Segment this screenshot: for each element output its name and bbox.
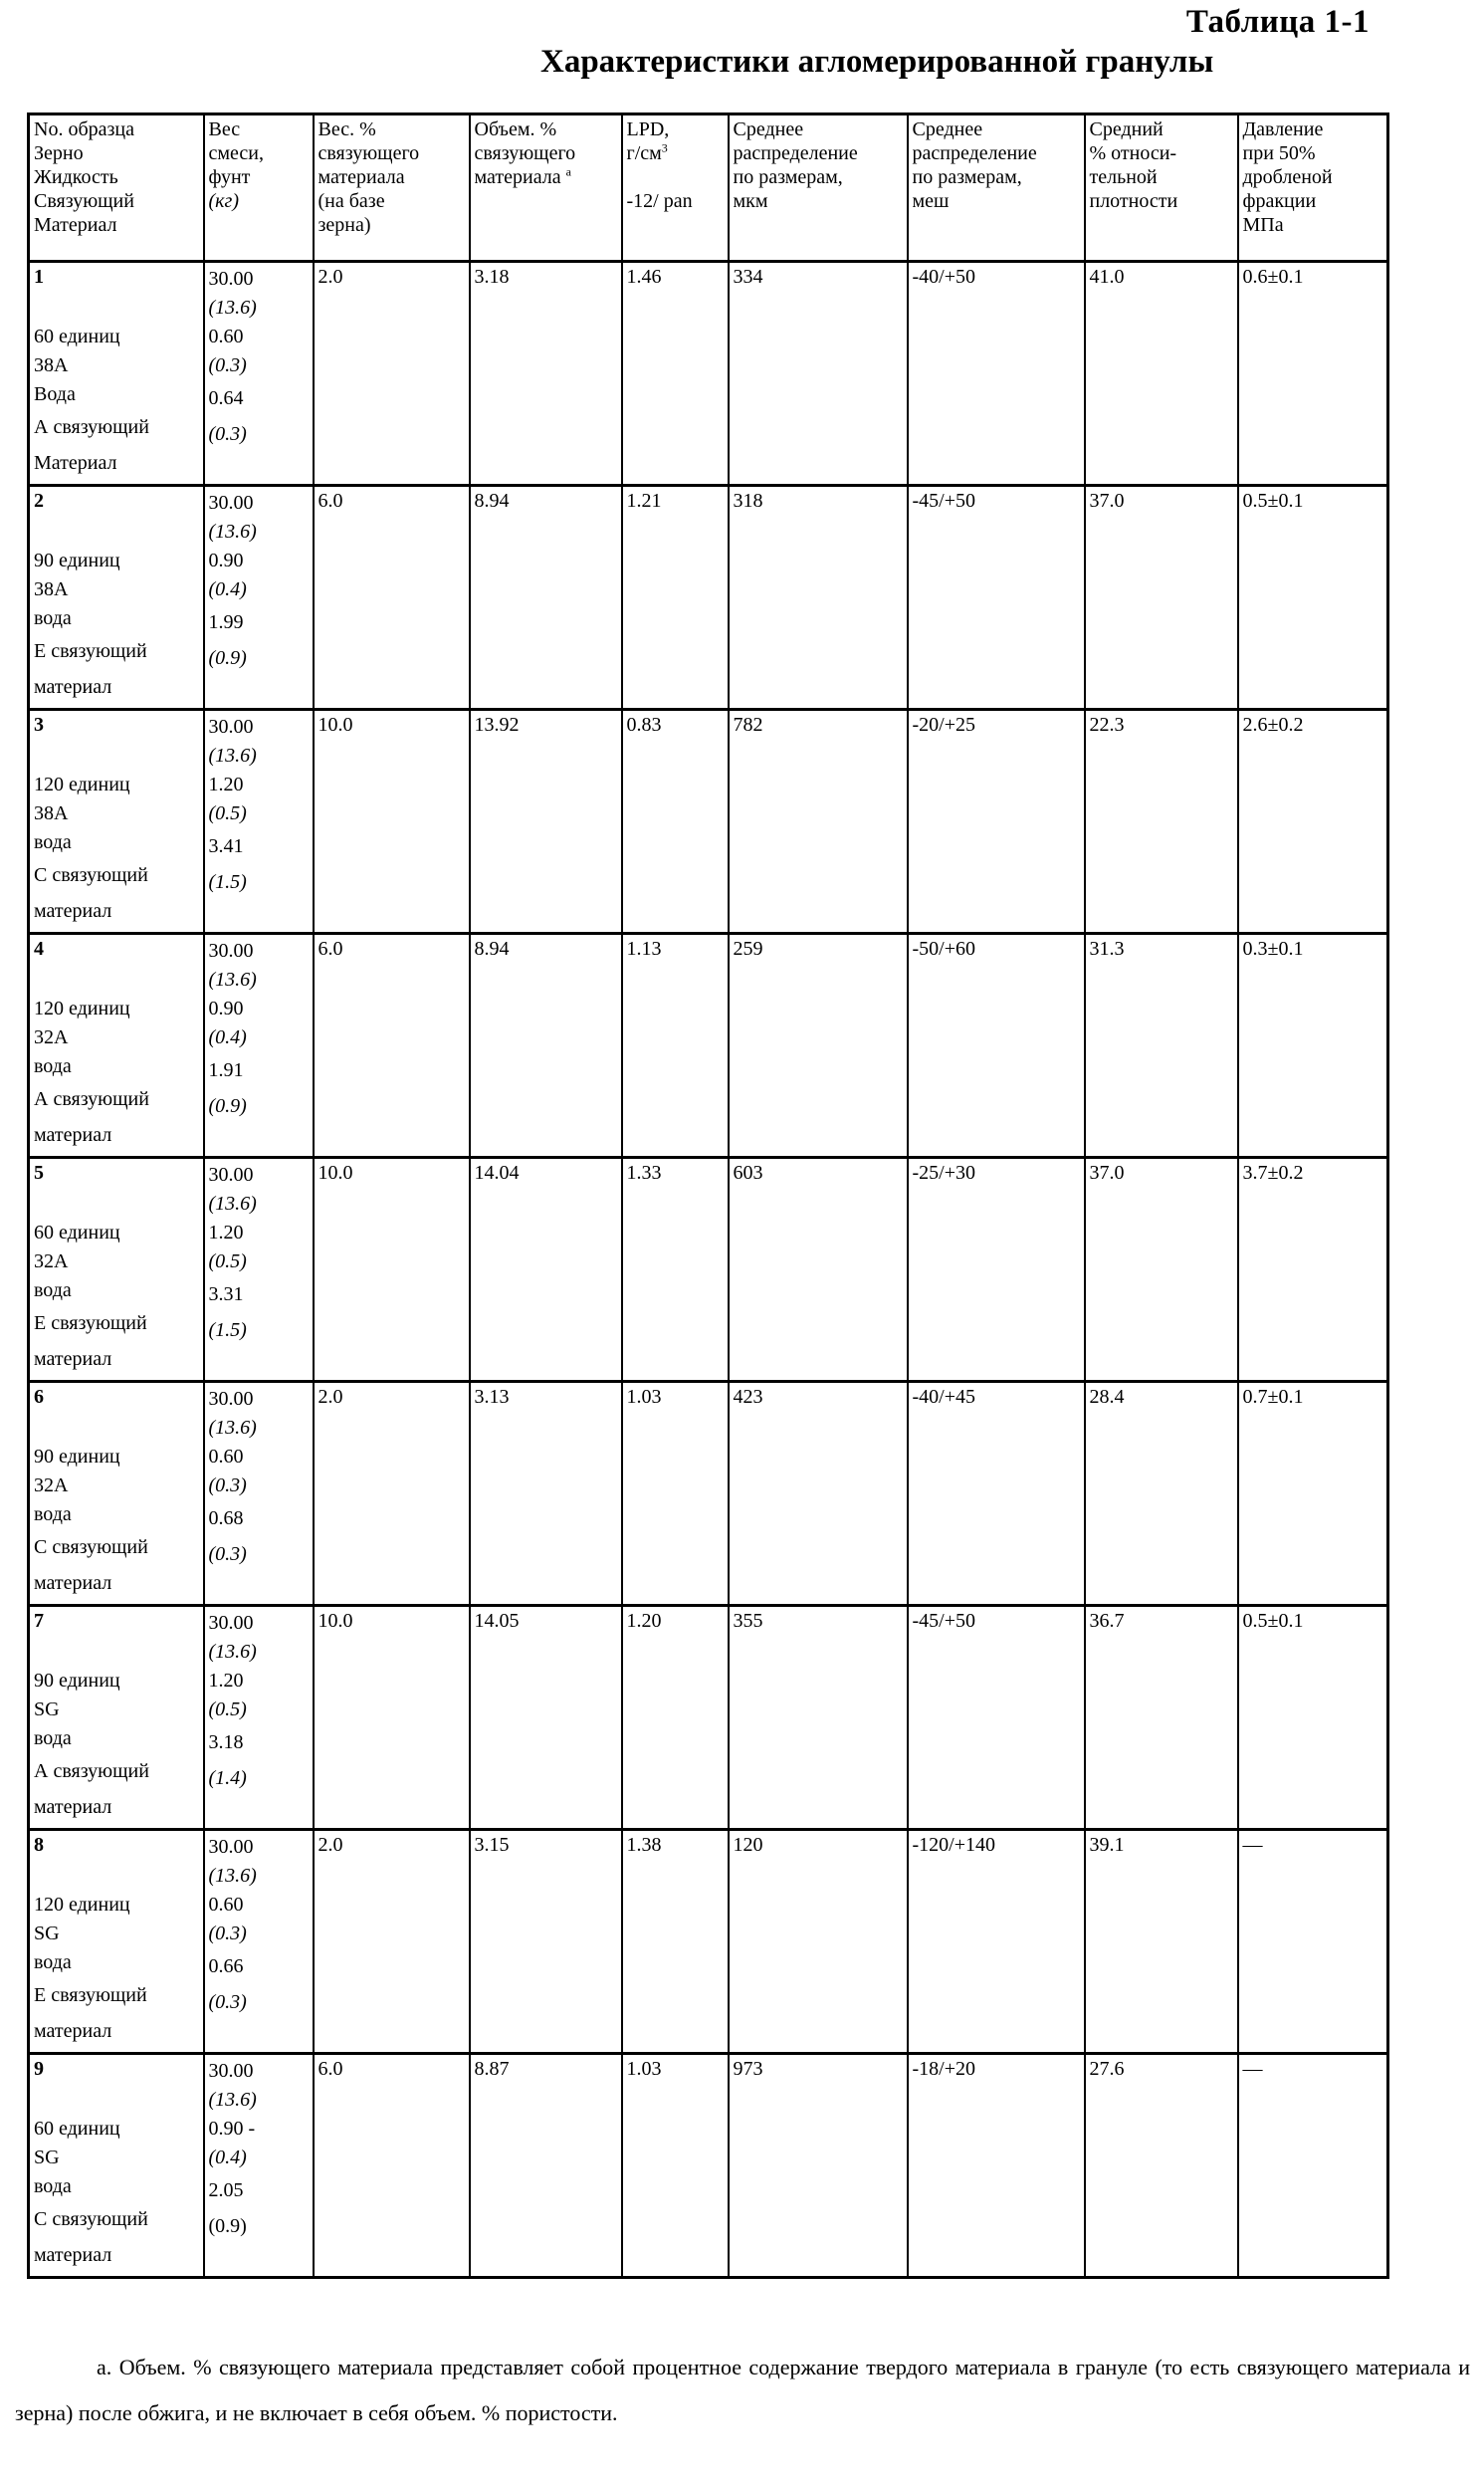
binder-type: С связующий — [34, 857, 199, 893]
binder-wt-pct-cell: 2.0 — [314, 1382, 470, 1606]
grain-weight-lb: 30.00 — [209, 1385, 309, 1414]
sample-cell — [29, 1382, 204, 1606]
binder-material-label: материал — [34, 1341, 199, 1377]
grain-weight-lb: 30.00 — [209, 937, 309, 966]
crush-pressure-cell: 3.7±0.2 — [1238, 1158, 1388, 1382]
binder-material-label: Материал — [34, 445, 199, 481]
table-row-sample-9 — [29, 2054, 1388, 2278]
binder-vol-pct-cell: 8.87 — [470, 2054, 622, 2278]
size-mesh-cell: -50/+60 — [908, 934, 1085, 1158]
binder-type: А связующий — [34, 1081, 199, 1117]
binder-weight-kg: (1.5) — [209, 864, 309, 900]
rel-density-cell: 39.1 — [1085, 1830, 1238, 2054]
rel-density-cell: 37.0 — [1085, 1158, 1238, 1382]
liquid: вода — [34, 1052, 199, 1081]
grain-grit: 90 единиц — [34, 1443, 199, 1471]
crush-pressure-cell: 0.5±0.1 — [1238, 1606, 1388, 1830]
liquid: вода — [34, 2172, 199, 2201]
footnote: а. Объем. % связующего материала представляет собой процентное содержание твердого материала в грануле (то есть связующего материала и зерна) после обжига, и не включает в себя объем. % пористости. — [15, 2345, 1470, 2436]
liquid-weight-kg: (0.3) — [209, 1920, 309, 1948]
crush-pressure-cell: 0.5±0.1 — [1238, 486, 1388, 710]
binder-vol-pct-cell: 8.94 — [470, 934, 622, 1158]
grain-weight-kg: (13.6) — [209, 1190, 309, 1219]
crush-pressure-cell: 2.6±0.2 — [1238, 710, 1388, 934]
grain-grit: 90 единиц — [34, 547, 199, 575]
binder-type: Е связующий — [34, 1977, 199, 2013]
binder-wt-pct-cell: 6.0 — [314, 486, 470, 710]
size-mesh-cell: -45/+50 — [908, 1606, 1085, 1830]
liquid-weight-kg: (0.5) — [209, 1696, 309, 1724]
grain-weight-kg: (13.6) — [209, 1414, 309, 1443]
binder-vol-pct-cell: 14.04 — [470, 1158, 622, 1382]
grain-type: 32A — [34, 1247, 199, 1276]
size-mesh-cell: -120/+140 — [908, 1830, 1085, 2054]
sample-number: 6 — [34, 1385, 199, 1413]
table-title: Характеристики агломерированной гранулы — [540, 44, 1213, 81]
liquid-weight-lb: 1.20 — [209, 1667, 309, 1696]
binder-weight-lb: 2.05 — [209, 2172, 309, 2208]
grain-weight-kg: (13.6) — [209, 966, 309, 995]
rel-density-cell: 36.7 — [1085, 1606, 1238, 1830]
binder-weight-lb: 3.31 — [209, 1276, 309, 1312]
header-row — [29, 114, 1388, 262]
binder-vol-pct-cell: 14.05 — [470, 1606, 622, 1830]
grain-weight-kg: (13.6) — [209, 1862, 309, 1891]
binder-material-label: материал — [34, 1117, 199, 1153]
grain-type: SG — [34, 2144, 199, 2172]
table-row-sample-8 — [29, 1830, 1388, 2054]
lpd-cell: 1.38 — [622, 1830, 729, 2054]
liquid-weight-lb: 0.90 - — [209, 2115, 309, 2144]
binder-wt-pct-cell: 2.0 — [314, 262, 470, 486]
col-header-rel-density: Средний % относи- тельной плотности — [1085, 114, 1238, 262]
size-mesh-cell: -20/+25 — [908, 710, 1085, 934]
rel-density-cell: 37.0 — [1085, 486, 1238, 710]
size-um-cell: 334 — [729, 262, 908, 486]
binder-weight-lb: 3.41 — [209, 828, 309, 864]
sample-number: 8 — [34, 1833, 199, 1861]
binder-weight-kg: (1.4) — [209, 1760, 309, 1796]
col-header-sample: No. образца Зерно Жидкость Связующий Материал — [29, 114, 204, 262]
size-um-cell: 259 — [729, 934, 908, 1158]
col-header-binder-vol-pct: Объем. % связующего материала a — [470, 114, 622, 262]
liquid-weight-lb: 0.60 — [209, 1443, 309, 1471]
table-row-sample-2 — [29, 486, 1388, 710]
lpd-cell: 0.83 — [622, 710, 729, 934]
binder-wt-pct-cell: 6.0 — [314, 2054, 470, 2278]
crush-pressure-cell: — — [1238, 2054, 1388, 2278]
sample-cell — [29, 1606, 204, 1830]
binder-weight-kg: (0.9) — [209, 640, 309, 676]
grain-type: 38A — [34, 799, 199, 828]
lpd-cell: 1.46 — [622, 262, 729, 486]
footnote-marker: a — [566, 164, 571, 178]
crush-pressure-cell: 0.7±0.1 — [1238, 1382, 1388, 1606]
mix-weight-cell — [204, 1382, 314, 1606]
crush-pressure-cell: 0.6±0.1 — [1238, 262, 1388, 486]
binder-weight-kg: (0.3) — [209, 416, 309, 452]
binder-weight-kg: (0.3) — [209, 1536, 309, 1572]
lpd-cell: 1.03 — [622, 2054, 729, 2278]
size-um-cell: 973 — [729, 2054, 908, 2278]
grain-grit: 60 единиц — [34, 1219, 199, 1247]
binder-weight-lb: 3.18 — [209, 1724, 309, 1760]
rel-density-cell: 31.3 — [1085, 934, 1238, 1158]
table-row-sample-4 — [29, 934, 1388, 1158]
liquid-weight-kg: (0.5) — [209, 1247, 309, 1276]
grain-weight-kg: (13.6) — [209, 294, 309, 323]
grain-grit: 60 единиц — [34, 323, 199, 351]
mix-weight-cell — [204, 1158, 314, 1382]
binder-material-label: материал — [34, 669, 199, 705]
liquid: вода — [34, 1276, 199, 1305]
sample-cell — [29, 2054, 204, 2278]
sample-number: 1 — [34, 265, 199, 293]
binder-weight-lb: 1.91 — [209, 1052, 309, 1088]
liquid: вода — [34, 828, 199, 857]
binder-type: А связующий — [34, 1753, 199, 1789]
binder-type: С связующий — [34, 2201, 199, 2237]
liquid: вода — [34, 604, 199, 633]
size-um-cell: 318 — [729, 486, 908, 710]
grain-weight-kg: (13.6) — [209, 742, 309, 771]
binder-wt-pct-cell: 2.0 — [314, 1830, 470, 2054]
sample-number: 3 — [34, 713, 199, 741]
binder-material-label: материал — [34, 1789, 199, 1825]
table-row-sample-1 — [29, 262, 1388, 486]
mix-weight-cell — [204, 710, 314, 934]
size-mesh-cell: -40/+45 — [908, 1382, 1085, 1606]
binder-vol-pct-cell: 13.92 — [470, 710, 622, 934]
size-mesh-cell: -25/+30 — [908, 1158, 1085, 1382]
grain-weight-lb: 30.00 — [209, 2057, 309, 2086]
crush-pressure-cell: — — [1238, 1830, 1388, 2054]
liquid: вода — [34, 1948, 199, 1977]
mix-weight-cell — [204, 2054, 314, 2278]
binder-wt-pct-cell: 10.0 — [314, 1158, 470, 1382]
binder-vol-pct-cell: 8.94 — [470, 486, 622, 710]
liquid-weight-kg: (0.4) — [209, 575, 309, 604]
sample-number: 5 — [34, 1161, 199, 1189]
grain-grit: 120 единиц — [34, 771, 199, 799]
mix-weight-cell — [204, 486, 314, 710]
grain-grit: 120 единиц — [34, 1891, 199, 1920]
liquid-weight-lb: 0.90 — [209, 547, 309, 575]
size-um-cell: 355 — [729, 1606, 908, 1830]
mix-weight-cell — [204, 1606, 314, 1830]
binder-type: А связующий — [34, 409, 199, 445]
grain-grit: 90 единиц — [34, 1667, 199, 1696]
grain-type: SG — [34, 1696, 199, 1724]
liquid: вода — [34, 1724, 199, 1753]
size-um-cell: 120 — [729, 1830, 908, 2054]
sample-number: 7 — [34, 1609, 199, 1637]
liquid-weight-kg: (0.4) — [209, 1023, 309, 1052]
binder-vol-pct-cell: 3.13 — [470, 1382, 622, 1606]
table-row-sample-6 — [29, 1382, 1388, 1606]
binder-type: Е связующий — [34, 633, 199, 669]
rel-density-cell: 27.6 — [1085, 2054, 1238, 2278]
binder-weight-kg: (0.9) — [209, 1088, 309, 1124]
binder-wt-pct-cell: 6.0 — [314, 934, 470, 1158]
lpd-cell: 1.03 — [622, 1382, 729, 1606]
size-mesh-cell: -18/+20 — [908, 2054, 1085, 2278]
binder-type: Е связующий — [34, 1305, 199, 1341]
binder-material-label: материал — [34, 1565, 199, 1601]
grain-weight-lb: 30.00 — [209, 713, 309, 742]
binder-weight-kg: (0.3) — [209, 1984, 309, 2020]
mix-weight-cell — [204, 934, 314, 1158]
col-header-size-um: Среднее распределение по размерам, мкм — [729, 114, 908, 262]
grain-type: 32A — [34, 1023, 199, 1052]
rel-density-cell: 28.4 — [1085, 1382, 1238, 1606]
liquid-weight-lb: 1.20 — [209, 771, 309, 799]
size-mesh-cell: -40/+50 — [908, 262, 1085, 486]
liquid-weight-kg: (0.5) — [209, 799, 309, 828]
grain-weight-lb: 30.00 — [209, 489, 309, 518]
mix-weight-cell — [204, 1830, 314, 2054]
grain-grit: 120 единиц — [34, 995, 199, 1023]
binder-vol-pct-cell: 3.15 — [470, 1830, 622, 2054]
col-header-size-mesh: Среднее распределение по размерам, меш — [908, 114, 1085, 262]
liquid-weight-lb: 0.60 — [209, 1891, 309, 1920]
col-header-mix-weight: Вес смеси, фунт (кг) — [204, 114, 314, 262]
sample-cell — [29, 262, 204, 486]
grain-weight-lb: 30.00 — [209, 1609, 309, 1638]
table-row-sample-5 — [29, 1158, 1388, 1382]
rel-density-cell: 41.0 — [1085, 262, 1238, 486]
grain-weight-kg: (13.6) — [209, 2086, 309, 2115]
binder-material-label: материал — [34, 2237, 199, 2273]
grain-weight-kg: (13.6) — [209, 518, 309, 547]
grain-grit: 60 единиц — [34, 2115, 199, 2144]
binder-wt-pct-cell: 10.0 — [314, 710, 470, 934]
sample-number: 4 — [34, 937, 199, 965]
lpd-cell: 1.13 — [622, 934, 729, 1158]
lpd-cell: 1.20 — [622, 1606, 729, 1830]
sample-cell — [29, 1830, 204, 2054]
grain-type: SG — [34, 1920, 199, 1948]
binder-type: С связующий — [34, 1529, 199, 1565]
crush-pressure-cell: 0.3±0.1 — [1238, 934, 1388, 1158]
sample-number: 2 — [34, 489, 199, 517]
liquid-weight-lb: 1.20 — [209, 1219, 309, 1247]
sample-cell — [29, 934, 204, 1158]
rel-density-cell: 22.3 — [1085, 710, 1238, 934]
binder-material-label: материал — [34, 893, 199, 929]
liquid-weight-kg: (0.3) — [209, 1471, 309, 1500]
grain-type: 38A — [34, 575, 199, 604]
size-um-cell: 603 — [729, 1158, 908, 1382]
grain-weight-lb: 30.00 — [209, 1833, 309, 1862]
size-mesh-cell: -45/+50 — [908, 486, 1085, 710]
lpd-cell: 1.33 — [622, 1158, 729, 1382]
grain-weight-lb: 30.00 — [209, 1161, 309, 1190]
grain-type: 38A — [34, 351, 199, 380]
liquid-weight-lb: 0.60 — [209, 323, 309, 351]
liquid-weight-kg: (0.3) — [209, 351, 309, 380]
binder-material-label: материал — [34, 2013, 199, 2049]
sample-cell — [29, 1158, 204, 1382]
lpd-cell: 1.21 — [622, 486, 729, 710]
col-header-binder-wt-pct: Вес. % связующего материала (на базе зерна) — [314, 114, 470, 262]
binder-weight-lb: 0.68 — [209, 1500, 309, 1536]
mix-weight-cell — [204, 262, 314, 486]
liquid: вода — [34, 1500, 199, 1529]
binder-weight-lb: 0.66 — [209, 1948, 309, 1984]
liquid-weight-lb: 0.90 — [209, 995, 309, 1023]
binder-weight-lb: 1.99 — [209, 604, 309, 640]
binder-weight-kg: (0.9) — [209, 2208, 309, 2244]
col-header-lpd: LPD, г/см3 -12/ pan — [622, 114, 729, 262]
table-row-sample-7 — [29, 1606, 1388, 1830]
sample-cell — [29, 710, 204, 934]
table-number: Таблица 1-1 — [1186, 4, 1370, 41]
binder-weight-kg: (1.5) — [209, 1312, 309, 1348]
size-um-cell: 423 — [729, 1382, 908, 1606]
col-header-crush-pressure: Давление при 50% дробленой фракции МПа — [1238, 114, 1388, 262]
binder-wt-pct-cell: 10.0 — [314, 1606, 470, 1830]
size-um-cell: 782 — [729, 710, 908, 934]
binder-weight-lb: 0.64 — [209, 380, 309, 416]
liquid: Вода — [34, 380, 199, 409]
liquid-weight-kg: (0.4) — [209, 2144, 309, 2172]
binder-vol-pct-cell: 3.18 — [470, 262, 622, 486]
table-row-sample-3 — [29, 710, 1388, 934]
sample-cell — [29, 486, 204, 710]
granule-characteristics-table — [27, 113, 1389, 2279]
sample-number: 9 — [34, 2057, 199, 2085]
grain-weight-kg: (13.6) — [209, 1638, 309, 1667]
grain-type: 32A — [34, 1471, 199, 1500]
grain-weight-lb: 30.00 — [209, 265, 309, 294]
